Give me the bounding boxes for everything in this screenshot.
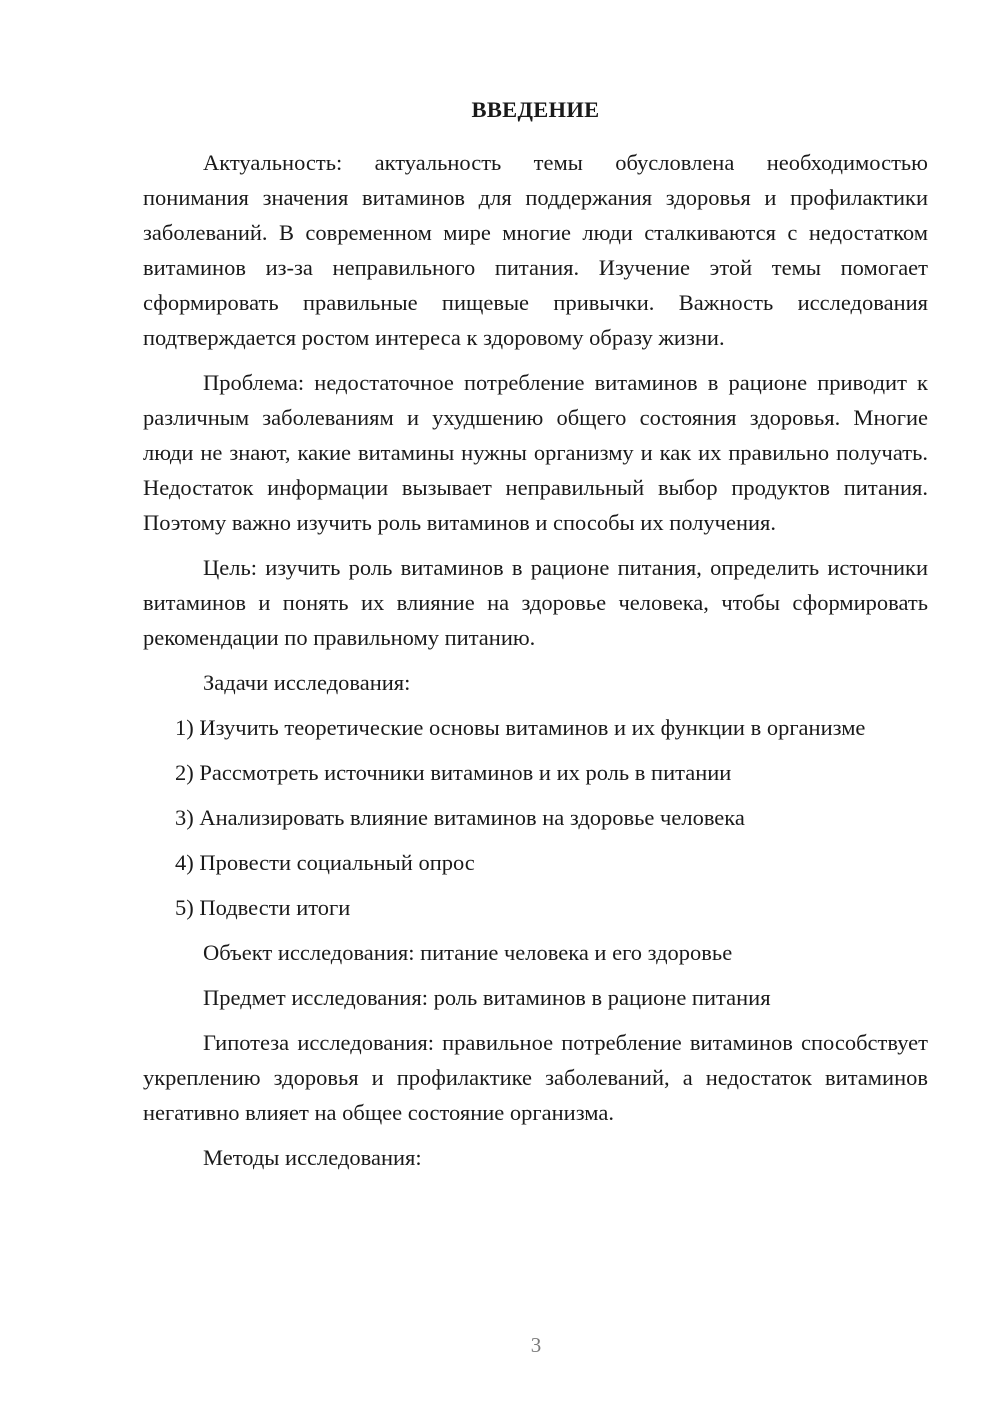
- document-page: [143, 92, 928, 1185]
- relevance-paragraph: Актуальность: актуальность темы обусловлена необходимостью понимания значения витаминов для поддержания здоровья и профилактики заболеваний. В современном мире многие люди сталкиваются с недостатком витаминов из-за неправильного питания. Изучение этой темы помогает сформировать правильные пищевые привычки. Важность исследования подтверждается ростом интереса к здоровому образу жизни.: [143, 150, 928, 350]
- list-item: 4) Провести социальный опрос: [175, 850, 475, 875]
- list-item: 1) Изучить теоретические основы витаминов и их функции в организме: [175, 715, 866, 740]
- object-paragraph: Объект исследования: питание человека и его здоровье: [203, 940, 733, 965]
- tasks-heading: Задачи исследования:: [203, 670, 411, 695]
- list-item: 5) Подвести итоги: [175, 895, 351, 920]
- methods-heading: Методы исследования:: [203, 1145, 422, 1170]
- goal-paragraph: Цель: изучить роль витаминов в рационе питания, определить источники витаминов и понять их влияние на здоровье человека, чтобы сформировать рекомендации по правильному питанию.: [143, 555, 928, 650]
- subject-paragraph: Предмет исследования: роль витаминов в рационе питания: [203, 985, 771, 1010]
- tasks-list: [143, 710, 928, 925]
- page-title: ВВЕДЕНИЕ: [471, 97, 600, 122]
- list-item: 3) Анализировать влияние витаминов на здоровье человека: [175, 805, 745, 830]
- page-number: 3: [530, 1333, 542, 1357]
- hypothesis-paragraph: Гипотеза исследования: правильное потребление витаминов способствует укреплению здоровья и профилактике заболеваний, а недостаток витаминов негативно влияет на общее состояние организма.: [143, 1030, 928, 1125]
- list-item: 2) Рассмотреть источники витаминов и их роль в питании: [175, 760, 732, 785]
- problem-paragraph: Проблема: недостаточное потребление витаминов в рационе приводит к различным заболеваниям и ухудшению общего состояния здоровья. Многие люди не знают, какие витамины нужны организму и как их правильно получать. Недостаток информации вызывает неправильный выбор продуктов питания. Поэтому важно изучить роль витаминов и способы их получения.: [143, 370, 928, 535]
